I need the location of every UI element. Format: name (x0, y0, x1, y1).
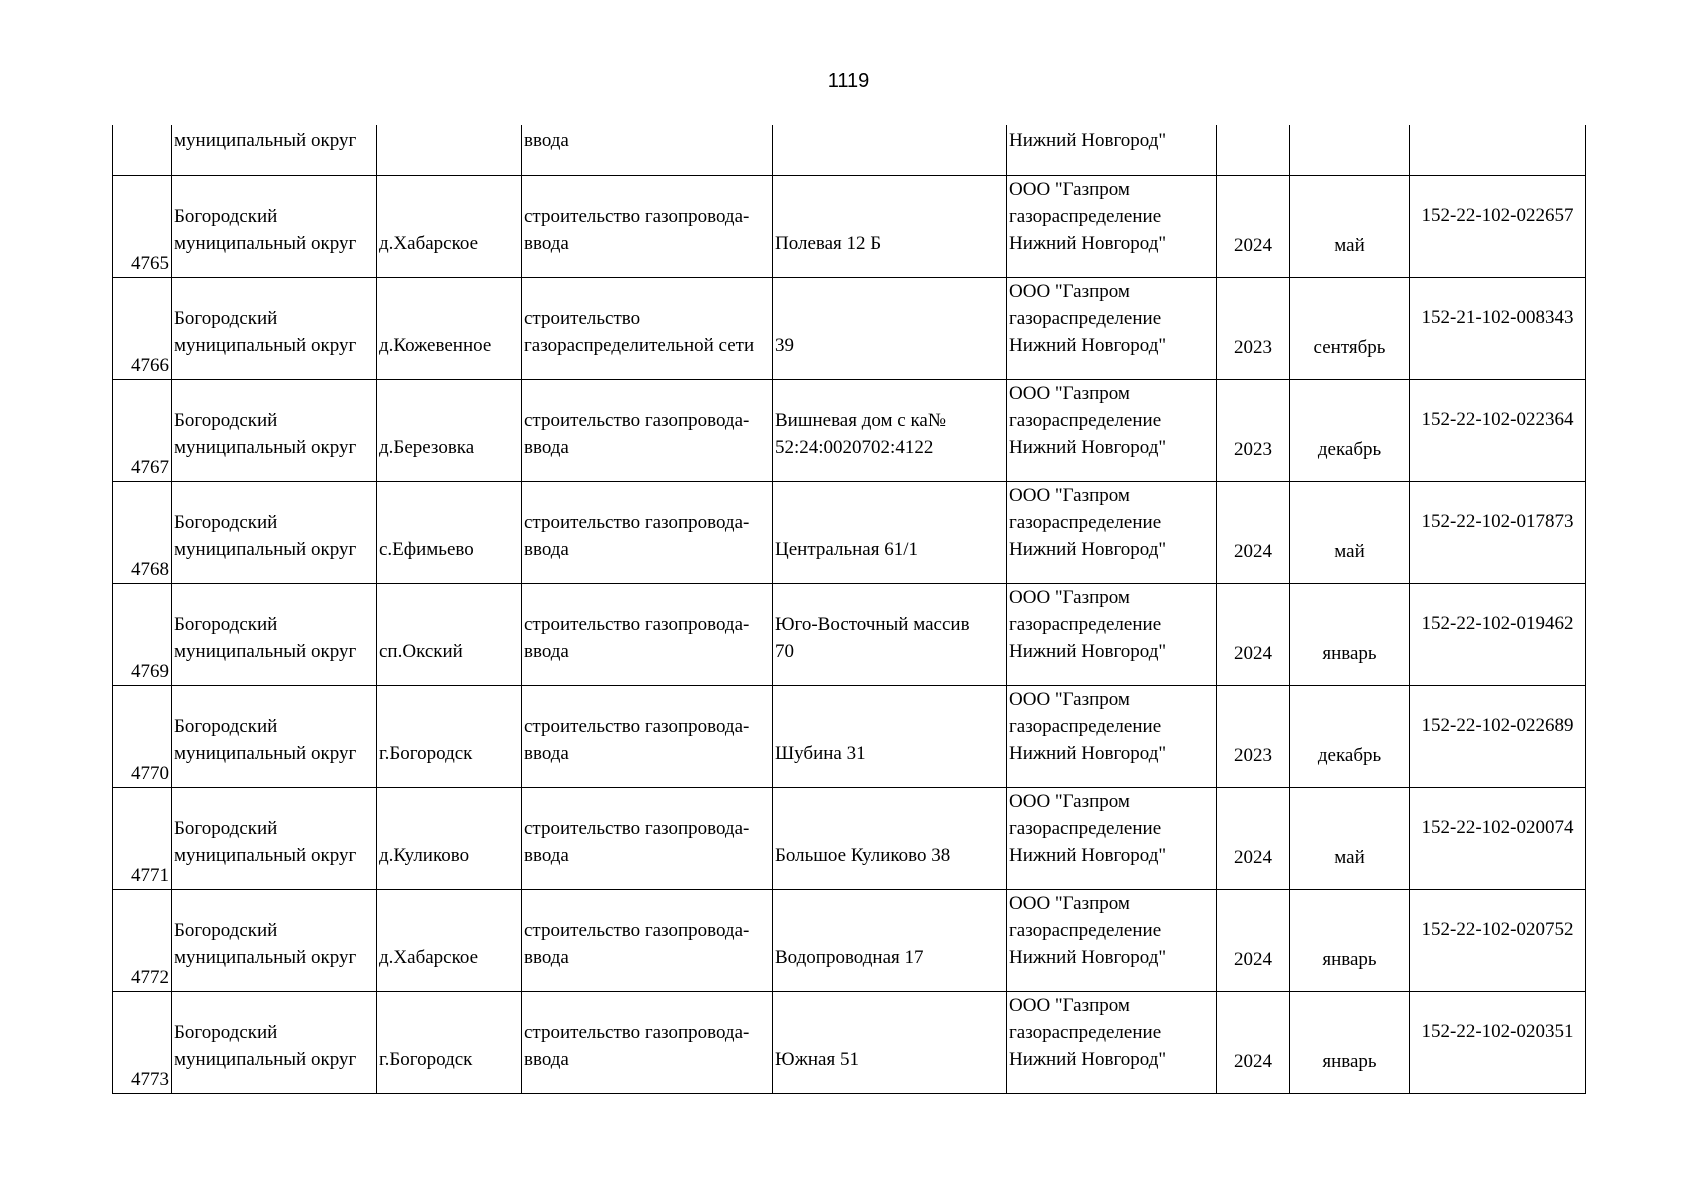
company-line-2: газораспределение (1009, 614, 1162, 635)
district-line-2: муниципальный округ (174, 1049, 357, 1070)
cell-number (113, 125, 172, 176)
cell-company (1007, 176, 1217, 278)
cell-number: 4766 (113, 278, 172, 380)
company-line-3: Нижний Новгород" (1009, 947, 1167, 968)
table-row (113, 482, 1586, 584)
cell-number: 4773 (113, 992, 172, 1094)
work-line-2: ввода (524, 437, 569, 458)
address-line-1: Центральная 61/1 (775, 539, 918, 560)
company-line-3: Нижний Новгород" (1009, 335, 1167, 356)
code-text: 152-22-102-017873 (1421, 511, 1574, 532)
work-line-1: строительство газопровода- (524, 512, 750, 533)
cell-month (1290, 278, 1410, 380)
cell-month (1290, 992, 1410, 1094)
place-text: сп.Окский (379, 641, 463, 662)
cell-code (1410, 125, 1586, 176)
cell-company: Нижний Новгород" (1007, 125, 1217, 176)
district-line-1: Богородский (174, 410, 278, 431)
company-line-2: газораспределение (1009, 206, 1162, 227)
cell-place (377, 890, 522, 992)
cell-work (522, 686, 773, 788)
company-line-3: Нижний Новгород" (1009, 539, 1167, 560)
year-text: 2024 (1234, 235, 1272, 256)
cell-code (1410, 482, 1586, 584)
place-text: д.Хабарское (379, 233, 479, 254)
table-row (113, 176, 1586, 278)
cell-year (1217, 125, 1290, 176)
cell-company (1007, 788, 1217, 890)
cell-company (1007, 686, 1217, 788)
cell-year (1217, 176, 1290, 278)
month-text: январь (1322, 643, 1377, 664)
company-line-3: Нижний Новгород" (1009, 437, 1167, 458)
company-line-1: ООО "Газпром (1009, 281, 1130, 302)
place-text: д.Березовка (379, 437, 475, 458)
page-number: 1119 (827, 70, 870, 92)
cell-number: 4768 (113, 482, 172, 584)
district-line-2: муниципальный округ (174, 641, 357, 662)
cell-district (172, 686, 377, 788)
code-text: 152-22-102-022657 (1421, 205, 1574, 226)
year-text: 2024 (1234, 643, 1272, 664)
address-line-1: Водопроводная 17 (775, 947, 924, 968)
cell-district (172, 788, 377, 890)
code-text: 152-22-102-019462 (1421, 613, 1574, 634)
cell-year (1217, 686, 1290, 788)
table-row (113, 992, 1586, 1094)
work-line-2: ввода (524, 743, 569, 764)
work-line-2: ввода (524, 1049, 569, 1070)
cell-year (1217, 482, 1290, 584)
cell-company (1007, 890, 1217, 992)
cell-company (1007, 992, 1217, 1094)
district-line-1: Богородский (174, 308, 278, 329)
cell-work (522, 176, 773, 278)
table-row-continued (113, 125, 1586, 176)
cell-month (1290, 686, 1410, 788)
work-line-2: газораспределительной сети (524, 335, 755, 356)
place-text: г.Богородск (379, 743, 473, 764)
company-line-2: газораспределение (1009, 308, 1162, 329)
place-text: г.Богородск (379, 1049, 473, 1070)
year-text: 2023 (1234, 439, 1272, 460)
cell-district (172, 176, 377, 278)
company-line-1: ООО "Газпром (1009, 893, 1130, 914)
address-line-1: Шубина 31 (775, 743, 866, 764)
address-line-1: Южная 51 (775, 1049, 859, 1070)
work-line-2: ввода (524, 539, 569, 560)
place-text: д.Кожевенное (379, 335, 492, 356)
cell-work: ввода (522, 125, 773, 176)
cell-district (172, 584, 377, 686)
address-line-1: Юго-Восточный массив (775, 614, 970, 635)
address-line-1: 39 (775, 335, 794, 356)
cell-district (172, 278, 377, 380)
work-line-1: строительство газопровода- (524, 410, 750, 431)
cell-year (1217, 584, 1290, 686)
cell-address (773, 482, 1007, 584)
company-line-2: газораспределение (1009, 920, 1162, 941)
address-line-1: Большое Куликово 38 (775, 845, 951, 866)
cell-year (1217, 278, 1290, 380)
company-line-1: ООО "Газпром (1009, 383, 1130, 404)
cell-code (1410, 176, 1586, 278)
cell-code (1410, 584, 1586, 686)
cell-district (172, 890, 377, 992)
work-line-1: строительство газопровода- (524, 920, 750, 941)
table-row (113, 890, 1586, 992)
month-text: сентябрь (1313, 337, 1386, 358)
cell-company (1007, 380, 1217, 482)
company-line-2: газораспределение (1009, 512, 1162, 533)
cell-month (1290, 788, 1410, 890)
district-line-1: Богородский (174, 818, 278, 839)
work-line-1: строительство газопровода- (524, 614, 750, 635)
cell-code (1410, 686, 1586, 788)
cell-place (377, 482, 522, 584)
address-line-2: 52:24:0020702:4122 (775, 437, 934, 458)
cell-number: 4770 (113, 686, 172, 788)
cell-number: 4767 (113, 380, 172, 482)
month-text: май (1334, 541, 1365, 562)
work-line-1: строительство (524, 308, 641, 329)
company-line-2: газораспределение (1009, 818, 1162, 839)
year-text: 2024 (1234, 1051, 1272, 1072)
cell-place (377, 380, 522, 482)
cell-work (522, 482, 773, 584)
cell-company (1007, 482, 1217, 584)
table-row (113, 380, 1586, 482)
month-text: декабрь (1317, 745, 1382, 766)
cell-month (1290, 482, 1410, 584)
company-line-1: ООО "Газпром (1009, 485, 1130, 506)
year-text: 2023 (1234, 337, 1272, 358)
work-line-1: строительство газопровода- (524, 716, 750, 737)
cell-place (377, 686, 522, 788)
table-row (113, 584, 1586, 686)
cell-place (377, 125, 522, 176)
code-text: 152-22-102-020074 (1421, 817, 1574, 838)
company-line-3: Нижний Новгород" (1009, 641, 1167, 662)
code-text: 152-21-102-008343 (1421, 307, 1574, 328)
company-line-3: Нижний Новгород" (1009, 233, 1167, 254)
cell-place (377, 992, 522, 1094)
month-text: декабрь (1317, 439, 1382, 460)
cell-number: 4772 (113, 890, 172, 992)
work-line-2: ввода (524, 641, 569, 662)
work-line-2: ввода (524, 845, 569, 866)
address-line-2: 70 (775, 641, 794, 662)
company-line-1: ООО "Газпром (1009, 791, 1130, 812)
code-text: 152-22-102-022689 (1421, 715, 1574, 736)
year-text: 2023 (1234, 745, 1272, 766)
cell-work (522, 380, 773, 482)
month-text: май (1334, 847, 1365, 868)
cell-number: 4769 (113, 584, 172, 686)
cell-work (522, 278, 773, 380)
district-line-2: муниципальный округ (174, 947, 357, 968)
cell-month (1290, 380, 1410, 482)
cell-work (522, 992, 773, 1094)
table-row (113, 788, 1586, 890)
place-text: д.Хабарское (379, 947, 479, 968)
company-line-1: ООО "Газпром (1009, 179, 1130, 200)
cell-address (773, 278, 1007, 380)
work-line-1: строительство газопровода- (524, 818, 750, 839)
cell-address (773, 890, 1007, 992)
cell-company (1007, 278, 1217, 380)
code-text: 152-22-102-022364 (1421, 409, 1574, 430)
year-text: 2024 (1234, 847, 1272, 868)
cell-address (773, 584, 1007, 686)
cell-address (773, 125, 1007, 176)
cell-place (377, 176, 522, 278)
cell-district: муниципальный округ (172, 125, 377, 176)
cell-address (773, 992, 1007, 1094)
cell-company (1007, 584, 1217, 686)
company-line-3: Нижний Новгород" (1009, 1049, 1167, 1070)
cell-address (773, 686, 1007, 788)
company-line-3: Нижний Новгород" (1009, 743, 1167, 764)
cell-district (172, 992, 377, 1094)
district-line-2: муниципальный округ (174, 233, 357, 254)
cell-year (1217, 380, 1290, 482)
district-line-1: Богородский (174, 512, 278, 533)
cell-month (1290, 125, 1410, 176)
cell-code (1410, 890, 1586, 992)
cell-place (377, 788, 522, 890)
company-line-2: газораспределение (1009, 410, 1162, 431)
district-line-2: муниципальный округ (174, 539, 357, 560)
work-line-2: ввода (524, 947, 569, 968)
company-line-3: Нижний Новгород" (1009, 845, 1167, 866)
cell-code (1410, 788, 1586, 890)
cell-place (377, 584, 522, 686)
address-line-1: Полевая 12 Б (775, 233, 882, 254)
work-line-1: строительство газопровода- (524, 1022, 750, 1043)
month-text: январь (1322, 949, 1377, 970)
cell-address (773, 788, 1007, 890)
cell-month (1290, 890, 1410, 992)
cell-year (1217, 992, 1290, 1094)
company-line-2: газораспределение (1009, 1022, 1162, 1043)
cell-address (773, 176, 1007, 278)
table-row (113, 686, 1586, 788)
cell-address (773, 380, 1007, 482)
gasification-table (112, 125, 1586, 1094)
district-line-1: Богородский (174, 206, 278, 227)
cell-number: 4765 (113, 176, 172, 278)
district-line-1: Богородский (174, 716, 278, 737)
company-line-1: ООО "Газпром (1009, 689, 1130, 710)
district-line-1: Богородский (174, 614, 278, 635)
cell-district (172, 380, 377, 482)
district-line-1: Богородский (174, 1022, 278, 1043)
company-line-1: ООО "Газпром (1009, 587, 1130, 608)
district-line-2: муниципальный округ (174, 845, 357, 866)
code-text: 152-22-102-020351 (1421, 1021, 1574, 1042)
month-text: январь (1322, 1051, 1377, 1072)
work-line-1: строительство газопровода- (524, 206, 750, 227)
place-text: д.Куликово (379, 845, 470, 866)
address-line-1: Вишневая дом с ка№ (775, 410, 946, 431)
cell-work (522, 890, 773, 992)
district-line-2: муниципальный округ (174, 743, 357, 764)
cell-work (522, 584, 773, 686)
work-line-2: ввода (524, 233, 569, 254)
month-text: май (1334, 235, 1365, 256)
table-row (113, 278, 1586, 380)
year-text: 2024 (1234, 949, 1272, 970)
cell-month (1290, 584, 1410, 686)
cell-place (377, 278, 522, 380)
cell-code (1410, 992, 1586, 1094)
district-line-2: муниципальный округ (174, 335, 357, 356)
cell-code (1410, 380, 1586, 482)
company-line-2: газораспределение (1009, 716, 1162, 737)
cell-work (522, 788, 773, 890)
cell-year (1217, 890, 1290, 992)
cell-month (1290, 176, 1410, 278)
company-line-1: ООО "Газпром (1009, 995, 1130, 1016)
code-text: 152-22-102-020752 (1421, 919, 1574, 940)
district-line-1: Богородский (174, 920, 278, 941)
district-line-2: муниципальный округ (174, 437, 357, 458)
place-text: с.Ефимьево (379, 539, 474, 560)
cell-number: 4771 (113, 788, 172, 890)
cell-code (1410, 278, 1586, 380)
cell-district (172, 482, 377, 584)
year-text: 2024 (1234, 541, 1272, 562)
cell-year (1217, 788, 1290, 890)
